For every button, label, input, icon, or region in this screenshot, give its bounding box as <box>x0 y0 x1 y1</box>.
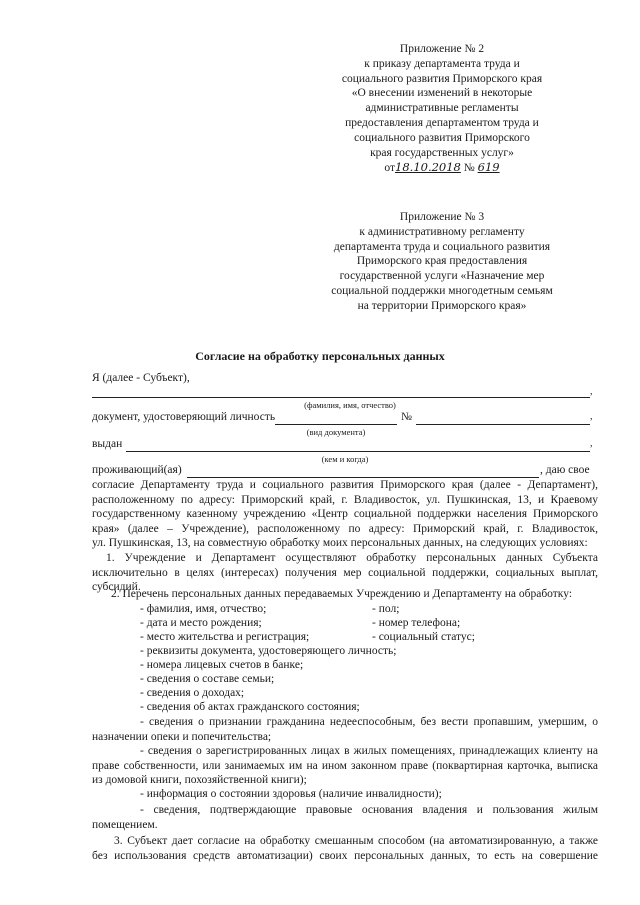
issued-caption: (кем и когда) <box>321 454 369 464</box>
issued-field-line[interactable] <box>126 451 590 452</box>
paragraph-line: праве собственности, или занимаемых им на ином законном праве (поквартирная карточка, выписка <box>92 759 598 772</box>
paragraph-line: исключительно в целях (интересах) получения мер социальной поддержки, социальных выплат, <box>92 566 598 579</box>
appendix-2-line: «О внесении изменений в некоторые <box>351 87 533 100</box>
paragraph-line: 1. Учреждение и Департамент осуществляют обработку персональных данных Субъекта <box>106 552 598 564</box>
paragraph-line: государственному казенному учреждению «Центр социальной поддержки населения Приморского <box>92 508 598 521</box>
appendix-2-line: социального развития Приморского <box>354 131 530 144</box>
paragraph-line: субсидий. <box>92 581 141 594</box>
paragraph-line: - сведения о признании гражданина недееспособным, без вести пропавшим, умершим, о <box>140 716 598 728</box>
clause-2-guardian <box>92 715 598 744</box>
paragraph-line: из домовой книги, похозяйственной книги); <box>92 774 307 787</box>
fio-field-line[interactable] <box>92 397 590 398</box>
appendix-2-line: Приложение № 2 <box>399 43 485 55</box>
clause-2-item: - фамилия, имя, отчество; <box>140 603 267 615</box>
appendix-3-line: социальной поддержки многодетным семьям <box>331 284 553 297</box>
order-date-number <box>292 160 592 176</box>
appendix-3-line: департамента труда и социального развития <box>333 240 551 253</box>
appendix-3-line: государственной услуги «Назначение мер <box>339 270 545 283</box>
fio-comma: , <box>590 386 593 397</box>
issued-label: выдан <box>92 438 123 450</box>
clause-2-item: - номер телефона; <box>372 617 461 629</box>
appendix-2-line: социального развития Приморского края <box>341 72 543 85</box>
appendix-2-line: предоставления департаментом труда и <box>345 116 539 129</box>
appendix-3-line: на территории Приморского края» <box>357 299 527 312</box>
clause-2-ownership <box>92 803 598 832</box>
paragraph-line: назначении опеки и попечительства; <box>92 730 272 743</box>
clause-2-item: - дата и место рождения; <box>140 617 262 629</box>
clause-2-item: - сведения о составе семьи; <box>140 673 275 685</box>
clause-2-health: - информация о состоянии здоровья (наличие инвалидности); <box>140 788 442 800</box>
clause-2-item: - социальный статус; <box>372 631 475 643</box>
appendix-2-header <box>292 42 592 176</box>
fio-caption: (фамилия, имя, отчество) <box>304 400 396 410</box>
appendix-2-line: к приказу департамента труда и <box>364 57 520 70</box>
paragraph-line: - сведения, подтверждающие правовые основания владения и пользования жилым <box>140 804 598 816</box>
document-comma: , <box>590 411 593 422</box>
clause-3 <box>92 834 598 863</box>
paragraph-line: помещением. <box>92 818 158 831</box>
subject-label: Я (далее - Субъект), <box>92 372 190 384</box>
clause-2-item: - реквизиты документа, удостоверяющего личность; <box>140 645 397 657</box>
number-prefix: № <box>463 162 475 175</box>
clause-2-item: - номера лицевых счетов в банке; <box>140 659 304 671</box>
appendix-3-line: Приложение № 3 <box>399 211 485 223</box>
document-number-field-line[interactable] <box>416 424 590 425</box>
document-caption: (вид документа) <box>306 427 366 437</box>
appendix-2-line: края государственных услуг» <box>370 146 514 159</box>
document-number-label: № <box>401 411 412 423</box>
appendix-2-line: административные регламенты <box>365 102 519 115</box>
handwritten-number: 619 <box>477 160 500 175</box>
clause-2-housing <box>92 744 598 788</box>
document-type-field-line[interactable] <box>275 424 397 425</box>
date-prefix: от <box>384 162 396 175</box>
issued-comma: , <box>590 438 593 449</box>
appendix-3-line: к административному регламенту <box>359 225 525 238</box>
consent-paragraph <box>92 478 598 551</box>
clause-2-item: - место жительства и регистрация; <box>140 631 310 643</box>
residing-tail: , даю свое <box>540 464 590 476</box>
appendix-3-line: Приморского края предоставления <box>356 255 528 268</box>
document-title: Согласие на обработку персональных данных <box>195 349 445 363</box>
residing-label: проживающий(ая) <box>92 464 182 476</box>
document-label: документ, удостоверяющий личность <box>92 411 276 423</box>
paragraph-line: - сведения о зарегистрированных лицах в жилых помещениях, принадлежащих клиенту на <box>140 745 598 757</box>
paragraph-line: без использования средств автоматизации) своих персональных данных, то есть на совершение <box>92 849 598 862</box>
clause-2-item: - сведения о доходах; <box>140 687 245 699</box>
paragraph-line: края» (далее – Учреждение), расположенному по адресу: Приморский край, г. Владивосток, <box>92 522 598 535</box>
clause-2-item: - сведения об актах гражданского состояния; <box>140 701 360 713</box>
clause-2-title: 2. Перечень персональных данных передаваемых Учреждению и Департаменту на обработку: <box>111 588 573 600</box>
clause-2-item: - пол; <box>372 603 400 615</box>
paragraph-line: согласие Департаменту труда и социального развития Приморского края (далее - Департамент), <box>92 479 598 491</box>
paragraph-line: 3. Субъект дает согласие на обработку смешанным способом (на автоматизированную, а также <box>114 835 598 847</box>
paragraph-line: ул. Пушкинская, 13, на совместную обработку моих персональных данных, на следующих условиях: <box>92 537 588 550</box>
appendix-3-header <box>292 210 592 314</box>
paragraph-line: расположенному по адресу: Приморский край, г. Владивосток, ул. Пушкинская, 13, и Краевому <box>92 493 598 506</box>
handwritten-date: 18.10.2018 <box>395 160 461 175</box>
